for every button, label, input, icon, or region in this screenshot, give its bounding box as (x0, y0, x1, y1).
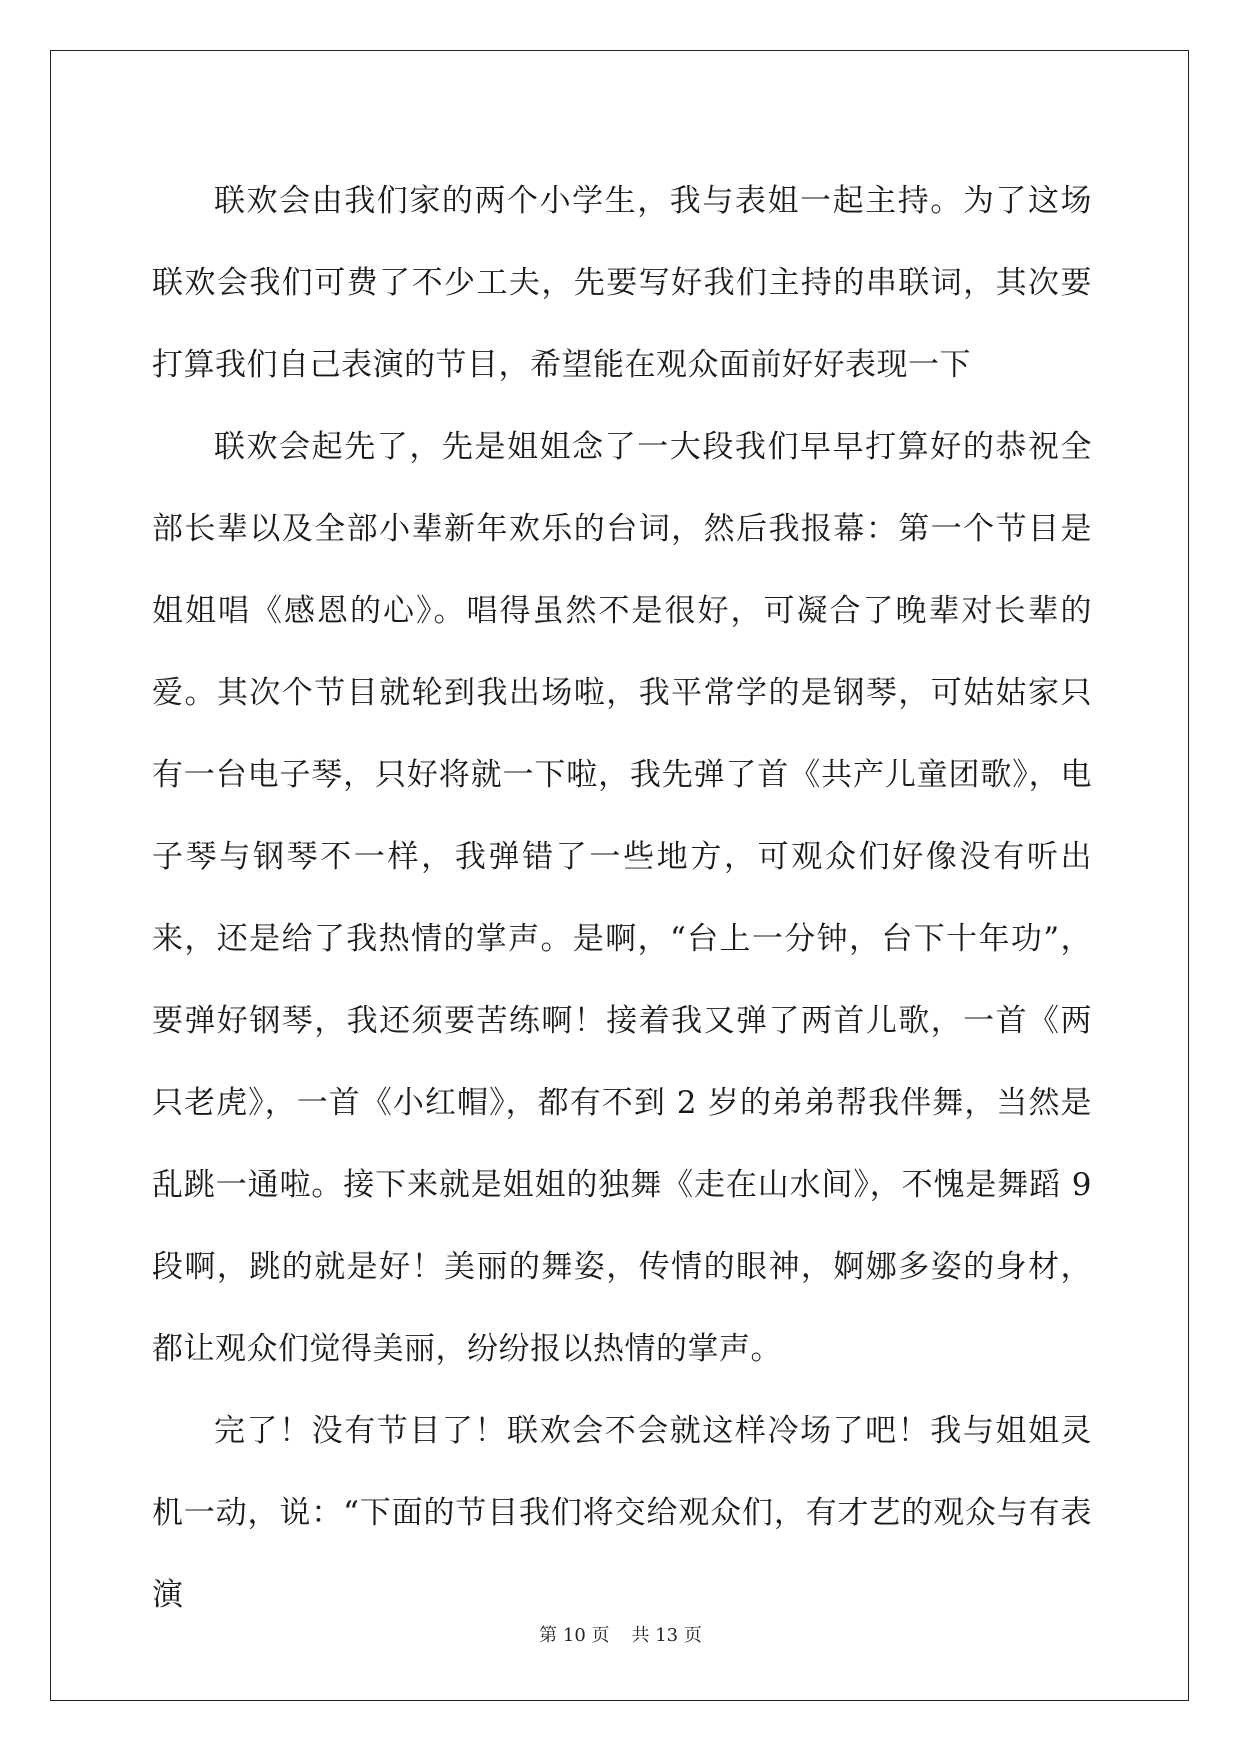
document-body (152, 160, 1092, 1636)
page-number: 第 10 页 (539, 1625, 610, 1646)
page-total: 共 13 页 (631, 1625, 702, 1646)
paragraph-3: 完了！没有节目了！联欢会不会就这样冷场了吧！我与姐姐灵机一动，说：“下面的节目我们将交给观众们，有才艺的观众与有表演 (152, 1413, 1092, 1613)
paragraph-1: 联欢会由我们家的两个小学生，我与表姐一起主持。为了这场联欢会我们可费了不少工夫，先要写好我们主持的串联词，其次要打算我们自己表演的节目，希望能在观众面前好好表现一下 (152, 183, 1092, 383)
paragraph-2: 联欢会起先了，先是姐姐念了一大段我们早早打算好的恭祝全部长辈以及全部小辈新年欢乐的台词，然后我报幕：第一个节目是姐姐唱《感恩的心》。唱得虽然不是很好，可凝合了晚辈对长辈的爱。其次个节目就轮到我出场啦，我平常学的是钢琴，可姑姑家只有一台电子琴，只好将就一下啦，我先弹了首《共产儿童团歌》，电子琴与钢琴不一样，我弹错了一些地方，可观众们好像没有听出来，还是给了我热情的掌声。是啊，“台上一分钟，台下十年功”，要弹好钢琴，我还须要苦练啊！接着我又弹了两首儿歌，一首《两只老虎》，一首《小红帽》，都有不到 2 岁的弟弟帮我伴舞，当然是乱跳一通啦。接下来就是姐姐的独舞《走在山水间》，不愧是舞蹈 9 段啊，跳的就是好！美丽的舞姿，传情的眼神，婀娜多姿的身材，都让观众们觉得美丽，纷纷报以热情的掌声。 (152, 429, 1092, 1367)
page-footer (0, 1621, 1241, 1647)
